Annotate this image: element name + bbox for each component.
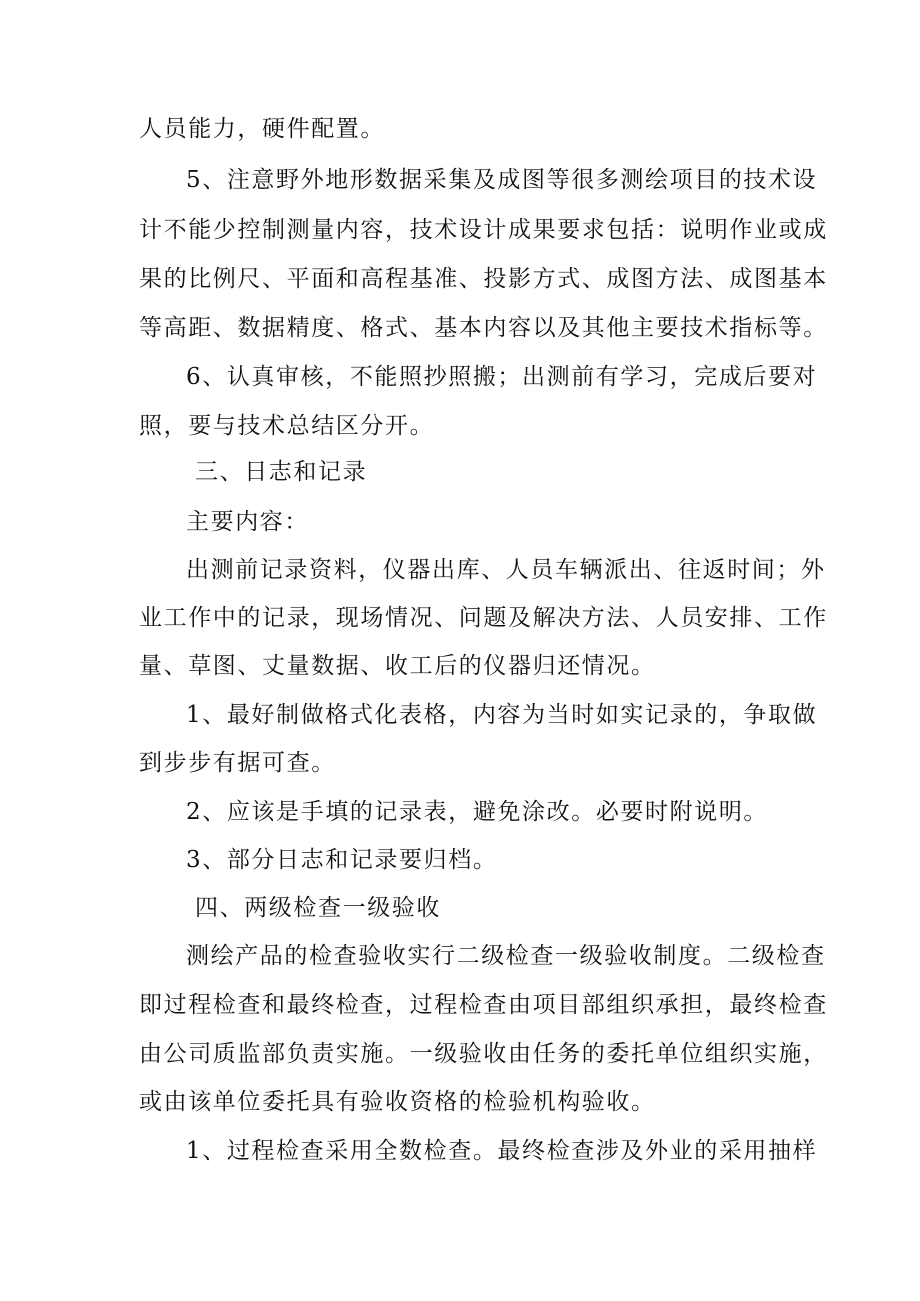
paragraph-line: 等高距、数据精度、格式、基本内容以及其他主要技术指标等。 bbox=[139, 315, 828, 341]
paragraph-line: 6、认真审核，不能照抄照搬；出测前有学习，完成后要对 bbox=[186, 364, 818, 390]
paragraph-line: 主要内容： bbox=[186, 509, 309, 535]
paragraph-line: 2、应该是手填的记录表，避免涂改。必要时附说明。 bbox=[186, 799, 769, 825]
paragraph-line: 5、注意野外地形数据采集及成图等很多测绘项目的技术设 bbox=[186, 167, 818, 193]
paragraph-line: 量、草图、丈量数据、收工后的仪器归还情况。 bbox=[139, 653, 656, 679]
paragraph-line: 出测前记录资料，仪器出库、人员车辆派出、往返时间；外 bbox=[186, 557, 826, 583]
paragraph-line: 1、过程检查采用全数检查。最终检查涉及外业的采用抽样 bbox=[186, 1138, 818, 1164]
paragraph-line: 3、部分日志和记录要归档。 bbox=[186, 847, 498, 873]
paragraph-line: 照，要与技术总结区分开。 bbox=[139, 413, 435, 439]
paragraph-line: 1、最好制做格式化表格，内容为当时如实记录的，争取做 bbox=[186, 702, 818, 728]
section-heading: 三、日志和记录 bbox=[195, 459, 368, 485]
paragraph-line: 或由该单位委托具有验收资格的检验机构验收。 bbox=[139, 1089, 656, 1115]
section-heading: 四、两级检查一级验收 bbox=[195, 895, 441, 921]
paragraph-line: 即过程检查和最终检查，过程检查由项目部组织承担，最终检查 bbox=[139, 992, 828, 1018]
paragraph-line: 果的比例尺、平面和高程基准、投影方式、成图方法、成图基本 bbox=[139, 266, 828, 292]
paragraph-line: 人员能力，硬件配置。 bbox=[139, 116, 385, 142]
paragraph-line: 计不能少控制测量内容，技术设计成果要求包括：说明作业或成 bbox=[139, 217, 828, 243]
paragraph-line: 到步步有据可查。 bbox=[139, 750, 336, 776]
paragraph-line: 由公司质监部负责实施。一级验收由任务的委托单位组织实施， bbox=[139, 1041, 828, 1067]
paragraph-line: 测绘产品的检查验收实行二级检查一级验收制度。二级检查 bbox=[186, 943, 826, 969]
paragraph-line: 业工作中的记录，现场情况、问题及解决方法、人员安排、工作 bbox=[139, 605, 828, 631]
